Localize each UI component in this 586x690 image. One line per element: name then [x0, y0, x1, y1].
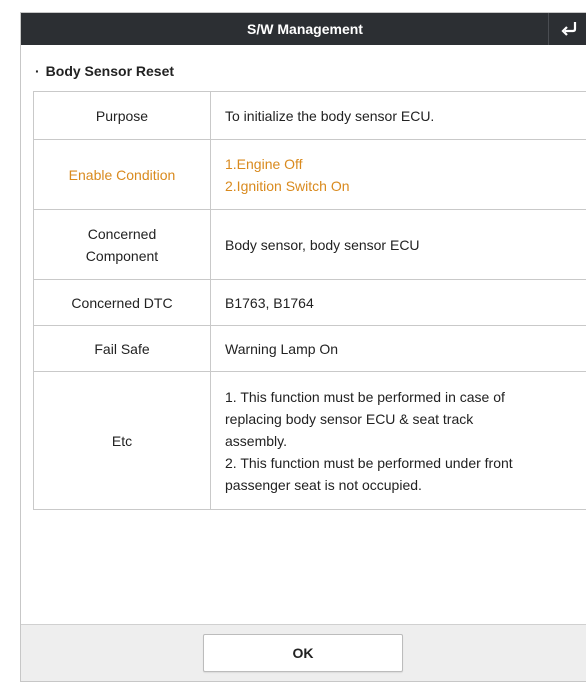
row-label	[34, 210, 211, 280]
row-label: Purpose	[34, 92, 211, 140]
row-value-line: assembly.	[225, 432, 287, 449]
row-value-line: Body sensor, body sensor ECU	[225, 236, 420, 253]
row-label: Fail Safe	[34, 326, 211, 372]
row-label-line: Concerned	[87, 225, 157, 242]
table-row-enable-condition	[34, 140, 586, 210]
row-value	[211, 210, 586, 280]
ok-button[interactable]: OK	[203, 634, 403, 672]
table-row-etc	[34, 372, 586, 510]
row-value-line: passenger seat is not occupied.	[225, 476, 422, 493]
row-value	[211, 140, 586, 210]
table-row-fail-safe	[34, 326, 586, 372]
dialog-footer	[21, 624, 586, 681]
row-value-line: B1763, B1764	[225, 294, 314, 311]
section-title	[35, 63, 174, 79]
row-value	[211, 326, 586, 372]
row-value-line: replacing body sensor ECU & seat track	[225, 410, 474, 427]
row-value-line: 2. This function must be performed under front	[225, 454, 513, 471]
section-bullet: ·	[35, 63, 40, 79]
table-row-purpose	[34, 92, 586, 140]
row-label: Concerned DTC	[34, 280, 211, 326]
row-label: Etc	[34, 372, 211, 510]
table-row-concerned-dtc	[34, 280, 586, 326]
row-value-line: Warning Lamp On	[225, 340, 339, 357]
back-arrow-icon	[560, 20, 578, 39]
row-value-line: 1. This function must be performed in case of	[225, 388, 505, 405]
row-value	[211, 280, 586, 326]
table-row-concerned-component	[34, 210, 586, 280]
row-value	[211, 92, 586, 140]
row-value-line: 1.Engine Off	[225, 155, 303, 172]
row-label-line: Component	[85, 247, 159, 264]
sw-management-dialog	[20, 12, 586, 682]
info-table	[33, 91, 586, 510]
section-title-text: Body Sensor Reset	[45, 63, 175, 79]
back-button[interactable]	[548, 13, 586, 45]
row-value-line: 2.Ignition Switch On	[225, 177, 350, 194]
window-title: S/W Management	[247, 21, 363, 37]
title-bar	[21, 13, 586, 45]
row-value-line: To initialize the body sensor ECU.	[225, 107, 435, 124]
row-label: Enable Condition	[34, 140, 211, 210]
row-value	[211, 372, 586, 510]
